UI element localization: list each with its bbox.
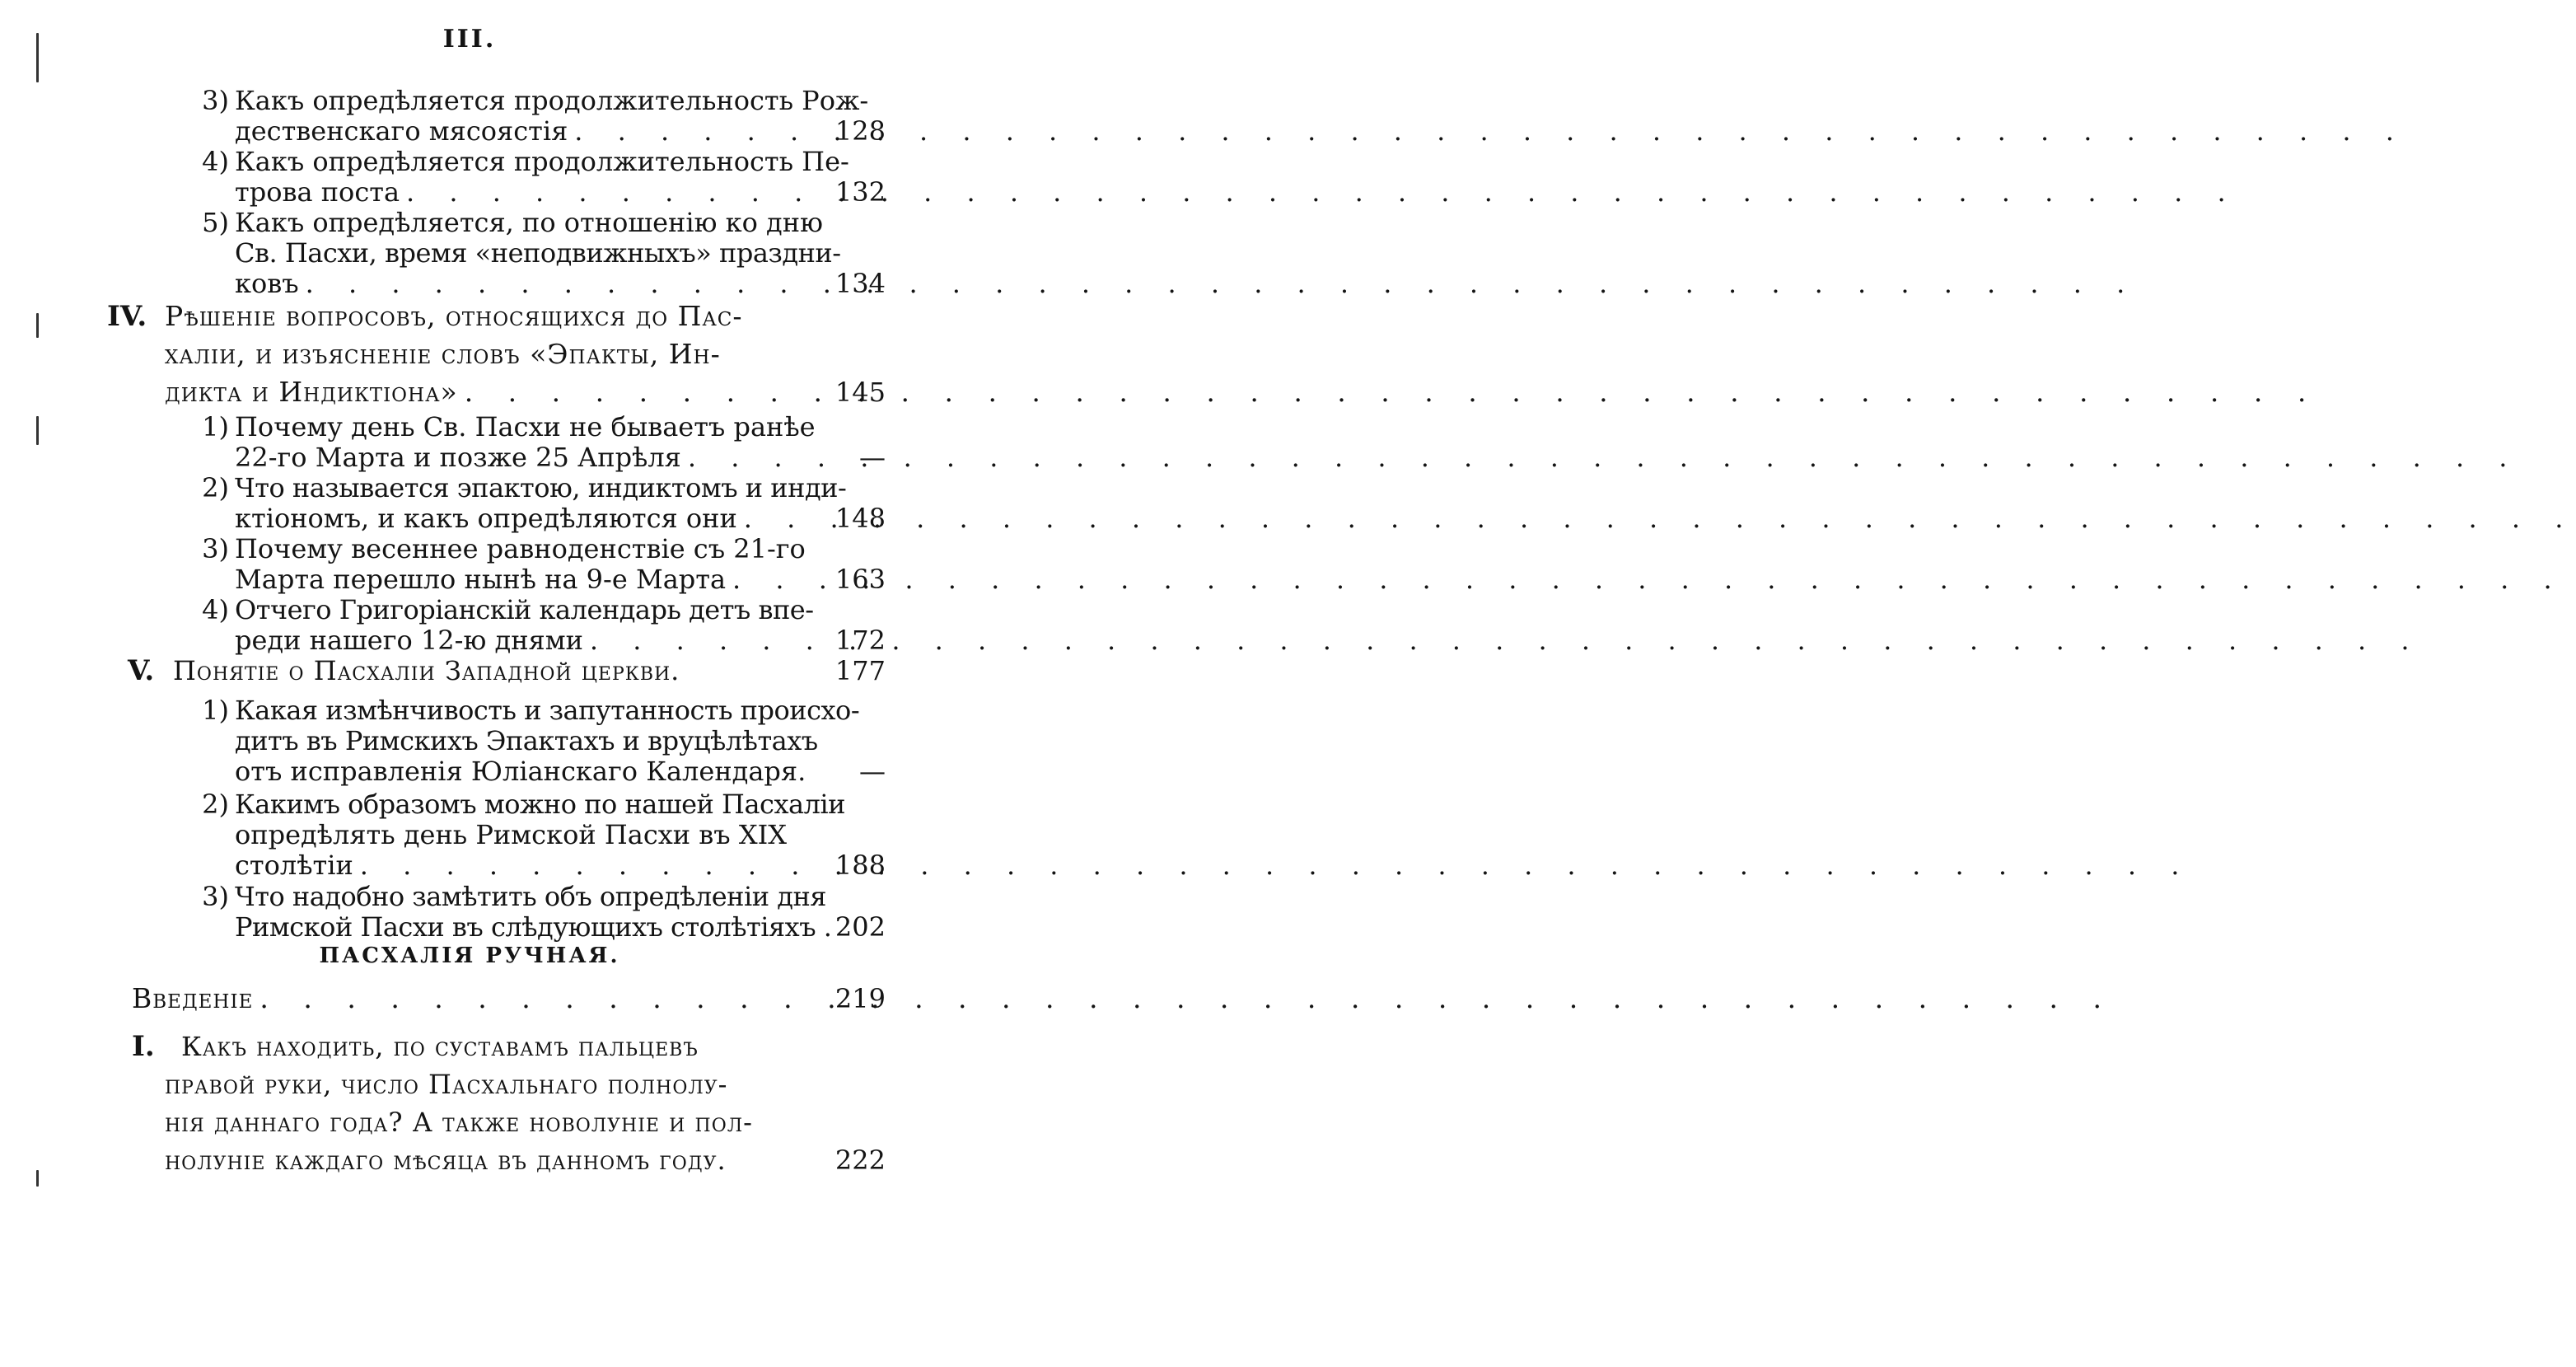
leader-dots (681, 439, 2521, 475)
leader-dots (737, 500, 2576, 536)
margin-mark (36, 33, 39, 82)
entry-page: 163 (835, 564, 886, 595)
entry-text-line: Что называется эпактою, индиктомъ и инди- (235, 472, 847, 503)
leader-dots (299, 265, 2139, 302)
entry-text: ковъ (235, 268, 299, 299)
entry-text-line: нія даннаго года? А также новолуніе и пол- (165, 1107, 753, 1138)
entry-text-line: Римской Пасхи въ слѣдующихъ столѣтіяхъ . (235, 911, 832, 943)
page-number: III. (442, 25, 497, 54)
entry-text-line: отъ исправленія Юліанскаго Календаря. (235, 756, 806, 787)
margin-mark (36, 416, 39, 445)
entry-number: 1) (202, 411, 229, 442)
entry-text-line (165, 374, 733, 410)
entry-text-line: нолуніе каждаго мѣсяца въ данномъ году. (165, 1145, 727, 1176)
entry-number: 4) (202, 146, 229, 177)
entry-page: 148 (835, 503, 886, 534)
entry-text: столѣтіи (235, 850, 353, 881)
entry-number: 2) (202, 789, 229, 820)
entry-text: дественскаго мясоястія (235, 115, 568, 147)
entry-text-line (235, 265, 803, 302)
entry-page: 172 (835, 625, 886, 656)
entry-text-line: Какъ опредѣляется, по отношенію ко дню (235, 207, 823, 238)
entry-text-line: Рѣшеніе вопросовъ, относящихся до Пас- (165, 300, 743, 332)
entry-text: Введеніе (132, 982, 254, 1014)
entry-text-line: Какъ опредѣляется продолжительность Рож- (235, 85, 869, 116)
entry-number: 1) (202, 695, 229, 726)
entry-number: 3) (202, 85, 229, 116)
entry-page: 134 (835, 268, 886, 299)
section-heading: ПАСХАЛІЯ РУЧНАЯ. (319, 943, 620, 968)
entry-page: 145 (835, 377, 886, 408)
entry-text: трова поста (235, 176, 400, 208)
entry-number: IV. (107, 300, 147, 333)
entry-text: Марта перешло нынѣ на 9-е Марта (235, 564, 727, 595)
entry-text-line: Какая измѣнчивость и запутанность происхо- (235, 695, 860, 726)
entry-page: 177 (835, 655, 886, 686)
entry-text-line: Св. Пасхи, время «неподвижныхъ» праздни- (235, 237, 841, 269)
entry-number: V. (128, 654, 155, 687)
entry-number: 5) (202, 207, 229, 238)
entry-number: 4) (202, 594, 229, 625)
entry-page: 219 (835, 983, 886, 1014)
entry-text: дикта и Индиктіона» (165, 376, 458, 408)
entry-text-line: Почему день Св. Пасхи не бываетъ ранѣе (235, 411, 816, 442)
entry-text-line: Какъ находить, по суставамъ пальцевъ (181, 1031, 699, 1062)
entry-text-line: Понятіе о Пасхаліи Западной церкви. (173, 655, 680, 686)
entry-number: 3) (202, 533, 229, 564)
entry-text: ктіономъ, и какъ опредѣляются они (235, 503, 737, 534)
leader-dots (458, 374, 2320, 410)
entry-text-line: Что надобно замѣтить объ опредѣленіи дня (235, 881, 826, 912)
entry-page: — (859, 756, 886, 787)
entry-text-line (132, 981, 803, 1017)
leader-dots (253, 981, 2115, 1017)
entry-text-line: дитъ въ Римскихъ Эпактахъ и вруцѣлѣтахъ (235, 725, 818, 756)
entry-text: реди нашего 12-ю днями (235, 625, 583, 656)
entry-text-line: правой руки, число Пасхальнаго полнолу- (165, 1069, 728, 1100)
entry-text-line: Отчего Григоріанскій календарь детъ впе- (235, 594, 814, 625)
entry-page: — (859, 442, 886, 473)
entry-text-line: опредѣлять день Римской Пасхи въ XIX (235, 819, 788, 850)
margin-mark (36, 1170, 39, 1187)
entry-page: 188 (835, 850, 886, 881)
leader-dots (726, 561, 2565, 597)
entry-text-line: халіи, и изъясненіе словъ «Эпакты, Ин- (165, 338, 721, 370)
entry-page: 222 (835, 1145, 886, 1176)
entry-text-line: Какъ опредѣляется продолжительность Пе- (235, 146, 849, 177)
entry-page: 202 (835, 911, 886, 943)
entry-page: 128 (835, 115, 886, 147)
entry-number: 3) (202, 881, 229, 912)
entry-text: 22-го Марта и позже 25 Апрѣля (235, 442, 681, 473)
entry-number: I. (132, 1030, 155, 1063)
margin-mark (36, 313, 39, 338)
entry-text-line: Какимъ образомъ можно по нашей Пасхаліи (235, 789, 845, 820)
entry-number: 2) (202, 472, 229, 503)
entry-page: 132 (835, 176, 886, 208)
entry-text-line: Почему весеннее равноденствіе съ 21-го (235, 533, 806, 564)
